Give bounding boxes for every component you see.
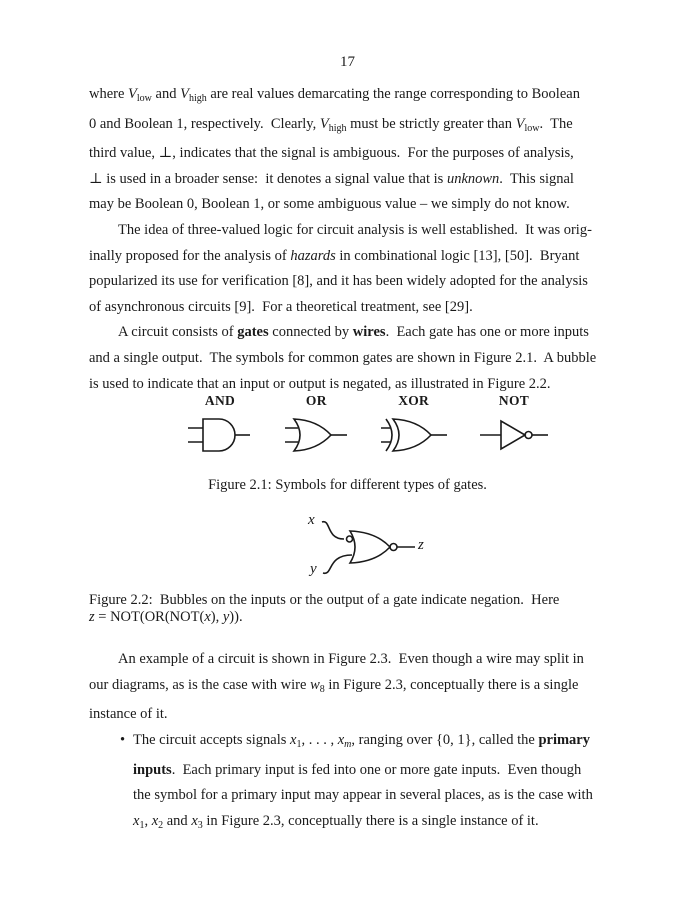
text-line: ⊥ is used in a broader sense: it denotes a signal value that is unknown. This signal [89, 170, 574, 187]
figure-2-1-caption: Figure 2.1: Symbols for different types of gates. [208, 477, 487, 493]
text-line: of asynchronous circuits [9]. For a theoretical treatment, see [29]. [89, 298, 473, 315]
paragraph-block-example [89, 647, 619, 728]
text-line: 0 and Boolean 1, respectively. Clearly, $V_{high}$ must be strictly greater than $V_{low}$. The [89, 115, 573, 134]
text-line: popularized its use for verification [8], and it has been widely adopted for the analysis [89, 273, 588, 290]
input-x-label: x [308, 512, 315, 528]
text-line: inally proposed for the analysis of hazards in combinational logic [13], [50]. Bryant [89, 247, 580, 264]
and-gate-icon [188, 412, 252, 458]
xor-gate-icon [381, 412, 447, 458]
text-line: An example of a circuit is shown in Figure 2.3. Even though a wire may split in [118, 651, 584, 667]
text-line: is used to indicate that an input or output is negated, as illustrated in Figure 2.2. [89, 375, 551, 392]
text-line: and a single output. The symbols for common gates are shown in Figure 2.1. A bubble [89, 349, 597, 366]
figure-2-2-negated-gate-diagram [298, 512, 430, 586]
input-y-label: y [310, 561, 317, 577]
gate-and-label: AND [204, 393, 236, 408]
or-gate-icon [285, 412, 347, 458]
gate-not-label: NOT [498, 393, 530, 408]
text-line: our diagrams, as is the case with wire $w_8$ in Figure 2.3, conceptually there is a single [89, 676, 579, 695]
output-z-label: z [418, 537, 424, 553]
gate-xor [381, 393, 447, 458]
gate-or [285, 393, 347, 458]
text-line: instance of it. [89, 706, 168, 723]
text-line: inputs. Each primary input is fed into one or more gate inputs. Even though [133, 761, 582, 778]
text-line: The circuit accepts signals $x_1$, . . . , $x_m$, ranging over {0, 1}, called the primary [133, 732, 590, 750]
text-line: The idea of three-valued logic for circuit analysis is well established. It was orig- [118, 221, 592, 238]
negated-or-gate-icon [298, 512, 430, 584]
gate-and [188, 393, 252, 458]
figure-2-1-gate-symbols [188, 393, 548, 458]
not-gate-icon [480, 412, 548, 458]
text-line: third value, ⊥, indicates that the signal is ambiguous. For the purposes of analysis, [89, 145, 574, 162]
figure-2-2-caption [89, 592, 619, 626]
gate-xor-label: XOR [398, 393, 430, 408]
text-line: A circuit consists of gates connected by wires. Each gate has one or more inputs [118, 324, 589, 341]
text-line: the symbol for a primary input may appear in several places, as is the case with [133, 787, 593, 804]
text-line: $x_1$, $x_2$ and $x_3$ in Figure 2.3, conceptually there is a single instance of it. [133, 812, 539, 831]
text-line: where $V_{low}$ and $V_{high}$ are real values demarcating the range corresponding to Boolean [89, 86, 580, 104]
bullet-list-item-primary-inputs [120, 728, 620, 838]
text-line: may be Boolean 0, Boolean 1, or some ambiguous value – we simply do not know. [89, 196, 570, 213]
bullet-marker: • [120, 732, 126, 748]
gate-or-label: OR [305, 393, 327, 408]
text-line: z = NOT(OR(NOT(x), y)). [89, 609, 243, 625]
text-line: Figure 2.2: Bubbles on the inputs or the output of a gate indicate negation. Here [89, 592, 560, 608]
bullet-item-text [133, 728, 620, 838]
page-number: 17 [340, 54, 355, 70]
gate-not [480, 393, 548, 458]
paragraph-block-intro [89, 82, 619, 397]
